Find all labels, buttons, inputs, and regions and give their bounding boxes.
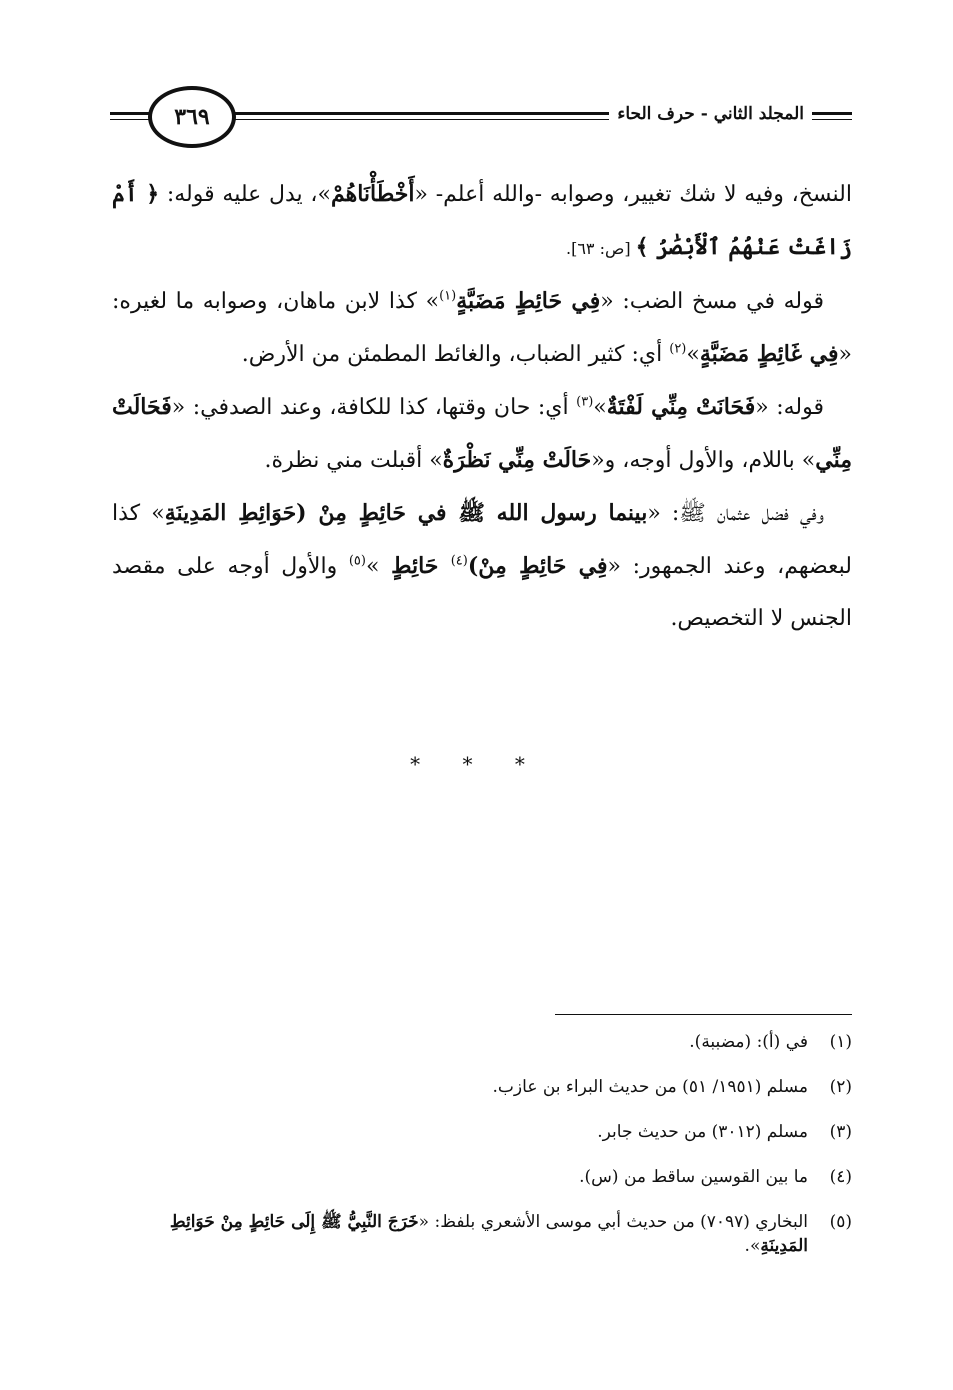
footnote-ref[interactable]: (١) [439, 288, 457, 304]
footnote-text: في (أ): (مضببة). [689, 1032, 808, 1052]
paragraph [112, 381, 852, 487]
text-run: وفي فضل عثمان ﷺ: « [647, 501, 825, 526]
footnote [112, 1030, 852, 1054]
text-run: » [593, 395, 607, 420]
section-separator: * * * [410, 752, 543, 776]
quoted-word: بينما رسول الله ﷺ في حَائِطٍ مِنْ (حَوَائِطِ المَدِينَةِ [164, 500, 648, 526]
text-run: قوله في مسخ الضب: « [600, 289, 824, 314]
text-run: » كذا لابن ماهان، وصوابه ما لغيره: « [112, 289, 852, 367]
text-run: قوله: « [755, 395, 824, 420]
quoted-word: أَخْطَأْنَاهُمْ [330, 181, 415, 207]
text-run: ». [744, 1236, 761, 1256]
paragraph [112, 168, 852, 275]
footnote [112, 1120, 852, 1144]
footnote-text [112, 1210, 808, 1258]
quoted-word: فِي حَائِطٍ مَضَبَّةٍ [456, 288, 601, 314]
quoted-hadith: خَرَجَ النَّبِيُّ ﷺ إِلَى حَائِطٍ مِنْ حَوَائِطِ المَدِينَةِ [169, 1212, 808, 1256]
text-run: [ص: ٦٣]. [565, 239, 636, 258]
footnote [112, 1165, 852, 1189]
footnote-number: (٢) [829, 1077, 852, 1097]
quoted-word: فَحَالَتْ مِنِّي [112, 394, 852, 473]
text-run: أي: كثير الضباب، والغائط المطمئن من الأرض. [241, 342, 670, 367]
text-run: البخاري (٧٠٩٧) من حديث أبي موسى الأشعري بلفظ: « [418, 1212, 808, 1232]
text-run: » كذا لبعضهم، وعند الجمهور: « [112, 501, 853, 579]
quoted-word: فَحَانَتْ مِنِّي لَفْتَةٌ [606, 394, 756, 420]
footnote-number: (١) [829, 1032, 852, 1052]
page-header [110, 86, 852, 150]
footnote-number: (٤) [829, 1167, 852, 1187]
text-run: » باللام، والأول أوجه، و« [591, 448, 816, 473]
quoted-word: فِي غَائِطٍ مَضَبَّةٍ [699, 341, 839, 367]
quran-verse: ﴿ أَمْ زَاغَتْ عَنْهُمُ ٱلْأَبْصَٰرُ ﴾ [112, 181, 852, 260]
footnote-text: مسلم (١٩٥١/ ٥١) من حديث البراء بن عازب. [492, 1077, 808, 1097]
footnote-ref[interactable]: (٥) [348, 553, 366, 569]
running-head: المجلد الثاني - حرف الحاء [609, 104, 812, 124]
footnote-rule [555, 1014, 852, 1015]
footnotes [112, 1030, 852, 1279]
main-text [112, 168, 852, 645]
footnote [112, 1210, 852, 1258]
footnote-ref[interactable]: (٤) [450, 553, 468, 569]
paragraph [112, 487, 852, 645]
paragraph [112, 275, 852, 381]
quoted-word: حَالَتْ مِنِّي نَظْرَةٌ [442, 447, 592, 473]
footnote-number: (٣) [829, 1122, 852, 1142]
text-run: » أقبلت مني نظرة. [264, 448, 443, 473]
quoted-word: حَائِطٍ [391, 553, 451, 579]
text-run: أي: حان وقتها، كذا للكافة، وعند الصدفي: « [171, 395, 577, 420]
footnote-ref[interactable]: (٣) [576, 394, 594, 410]
footnote-text: مسلم (٣٠١٢) من حديث جابر. [597, 1122, 808, 1142]
text-run: والأول أوجه على مقصد الجنس لا التخصيص. [112, 554, 852, 631]
text-run: » [686, 342, 700, 367]
text-run: »، يدل عليه قوله: [159, 182, 331, 207]
page-number: ٣٦٩ [148, 86, 236, 148]
footnote-ref[interactable]: (٢) [669, 341, 687, 357]
quoted-word: فِي حَائِطٍ مِنْ) [467, 553, 608, 579]
text-run: النسخ، وفيه لا شك تغيير، وصوابه -والله أعلم- « [414, 182, 852, 207]
footnote [112, 1075, 852, 1099]
footnote-text: ما بين القوسين ساقط من (س). [579, 1167, 808, 1187]
footnote-number: (٥) [829, 1212, 852, 1232]
text-run: » [365, 554, 392, 579]
